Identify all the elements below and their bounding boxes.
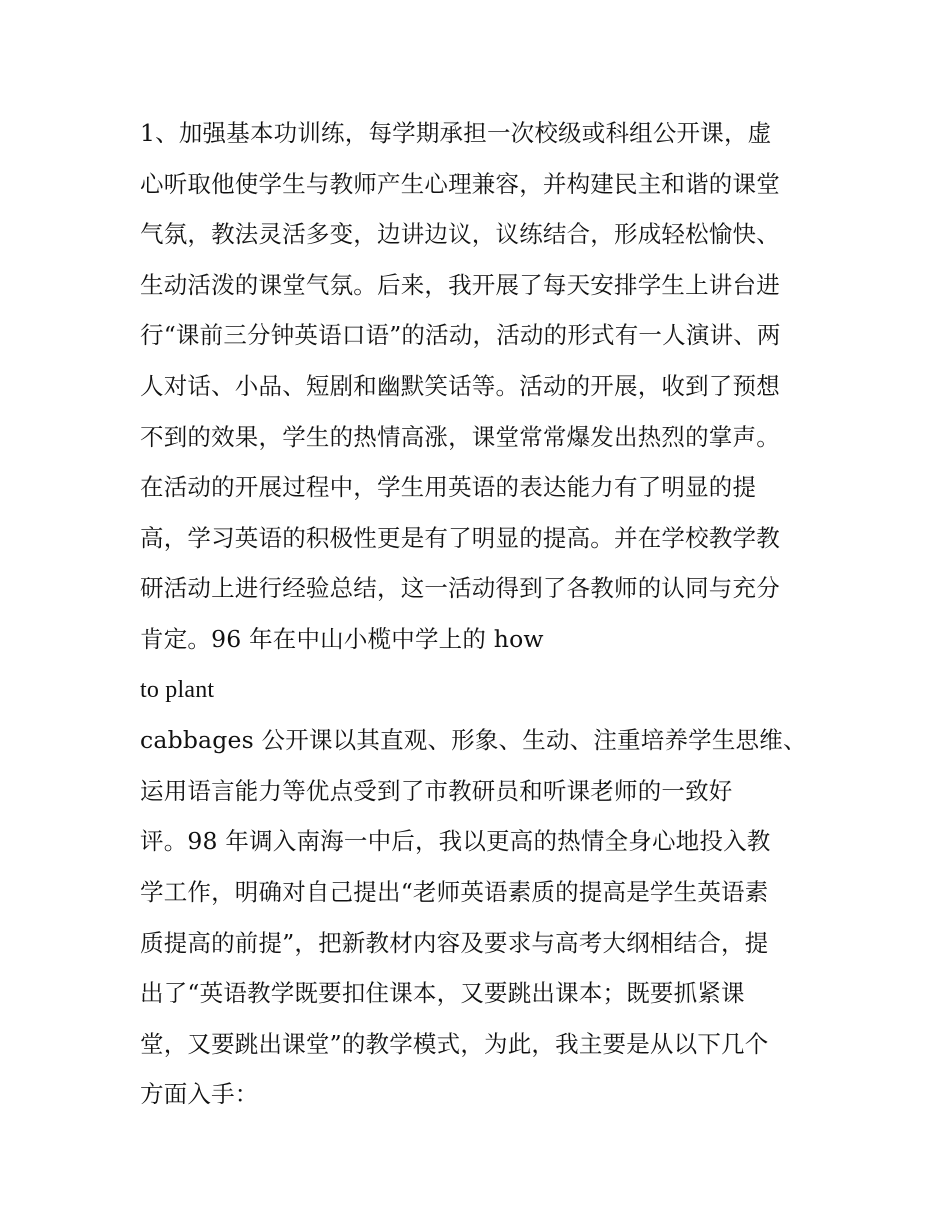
text-line: 评。98 年调入南海一中后，我以更高的热情全身心地投入教 xyxy=(140,827,771,856)
text-line: 行“课前三分钟英语口语”的活动，活动的形式有一人演讲、两 xyxy=(140,321,781,350)
text-line: 堂，又要跳出课堂”的教学模式，为此，我主要是从以下几个 xyxy=(140,1029,769,1058)
text-line: 高，学习英语的积极性更是有了明显的提高。并在学校教学教 xyxy=(140,523,780,552)
text-line: 肯定。96 年在中山小榄中学上的 how xyxy=(140,624,544,653)
text-line: 生动活泼的课堂气氛。后来，我开展了每天安排学生上讲台进 xyxy=(140,270,780,299)
text-line: 心听取他使学生与教师产生心理兼容，并构建民主和谐的课堂 xyxy=(140,169,780,198)
text-line: 研活动上进行经验总结，这一活动得到了各教师的认同与充分 xyxy=(140,574,780,603)
body-paragraph xyxy=(140,108,830,1120)
text-line: 运用语言能力等优点受到了市教研员和听课老师的一致好 xyxy=(140,776,733,805)
text-line: 在活动的开展过程中，学生用英语的表达能力有了明显的提 xyxy=(140,473,757,502)
text-line: 方面入手： xyxy=(140,1080,259,1109)
text-line: 人对话、小品、短剧和幽默笑话等。活动的开展，收到了预想 xyxy=(140,371,780,400)
text-line: 气氛，教法灵活多变，边讲边议，议练结合，形成轻松愉快、 xyxy=(140,220,780,249)
text-line: 质提高的前提”，把新教材内容及要求与高考大纲相结合，提 xyxy=(140,928,769,957)
text-line: to plant xyxy=(140,676,215,703)
text-line: 1、加强基本功训练，每学期承担一次校级或科组公开课，虚 xyxy=(140,119,772,147)
text-line: cabbages 公开课以其直观、形象、生动、注重培养学生思维、 xyxy=(140,726,807,755)
text-line: 不到的效果，学生的热情高涨，课堂常常爆发出热烈的掌声。 xyxy=(140,422,780,451)
text-line: 学工作，明确对自己提出“老师英语素质的提高是学生英语素 xyxy=(140,877,769,906)
text-line: 出了“英语教学既要扣住课本，又要跳出课本；既要抓紧课 xyxy=(140,979,745,1008)
